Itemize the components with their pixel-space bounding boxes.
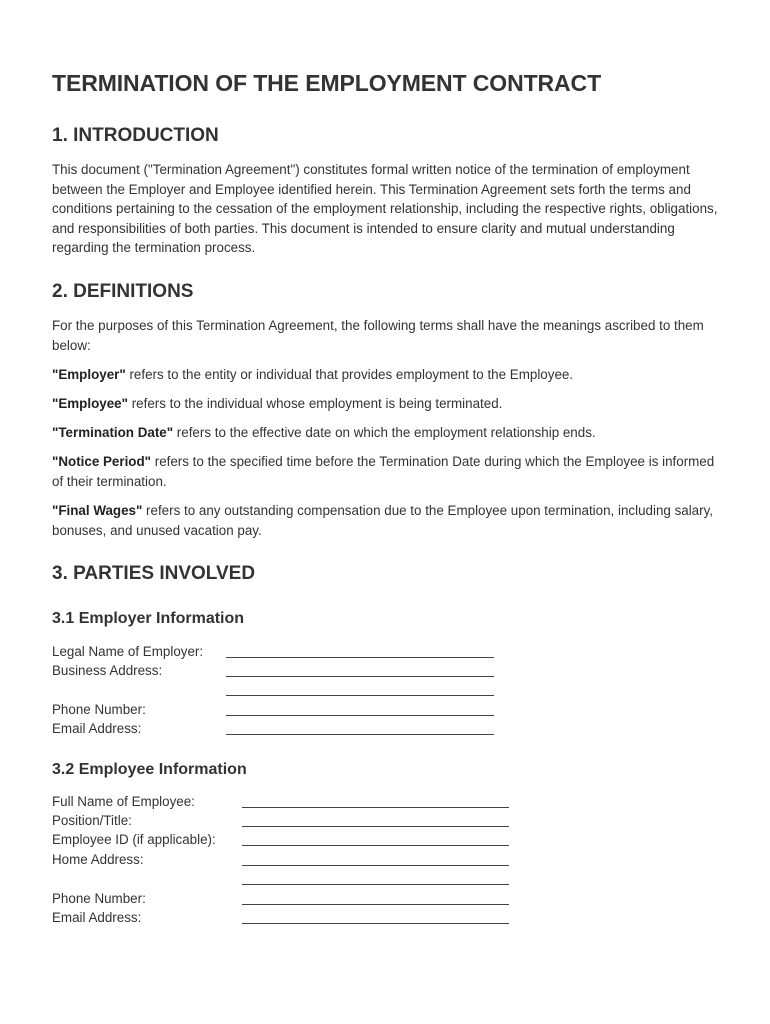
employee-home-address-line2-field[interactable]: [52, 869, 522, 888]
definition-text: refers to any outstanding compensation due to the Employee upon termination, including salary, bonuses, and unused vacation pay.: [52, 503, 714, 538]
definition-term: "Employer": [52, 367, 126, 382]
employer-phone-field[interactable]: [52, 700, 522, 719]
introduction-text: This document ("Termination Agreement") constitutes formal written notice of the termination of employment between the Employer and Employee identified herein. This Termination Agreement sets forth the terms and conditions pertaining to the cessation of the employment relationship, including the respective rights, obligations, and responsibilities of both parties. This document is intended to ensure clarity and mutual understanding regarding the termination process.: [52, 162, 718, 255]
definition-notice-period: [52, 452, 720, 491]
field-label: Phone Number:: [52, 702, 146, 717]
employer-email-field[interactable]: [52, 719, 522, 738]
introduction-heading: 1. INTRODUCTION: [52, 125, 219, 146]
fill-in-line[interactable]: [242, 884, 509, 885]
definition-term: "Employee": [52, 396, 128, 411]
definition-term: "Termination Date": [52, 425, 174, 440]
definition-text: refers to the individual whose employment is being terminated.: [127, 396, 503, 411]
fill-in-line[interactable]: [242, 807, 509, 808]
employee-email-field[interactable]: [52, 908, 522, 927]
fill-in-line[interactable]: [226, 734, 494, 735]
employer-info-heading: 3.1 Employer Information: [52, 610, 245, 627]
definitions-heading: 2. DEFINITIONS: [52, 281, 194, 302]
fill-in-line[interactable]: [242, 923, 509, 924]
field-label: Email Address:: [52, 910, 142, 925]
employee-home-address-field[interactable]: [52, 850, 522, 869]
field-label: Legal Name of Employer:: [52, 644, 204, 659]
employer-business-address-line2-field[interactable]: [52, 680, 522, 699]
employer-business-address-field[interactable]: [52, 661, 522, 680]
employee-full-name-field[interactable]: [52, 792, 522, 811]
fill-in-line[interactable]: [226, 715, 494, 716]
employee-info-heading: 3.2 Employee Information: [52, 761, 247, 778]
field-label: Business Address:: [52, 663, 163, 678]
fill-in-line[interactable]: [242, 904, 509, 905]
definition-employer: [52, 365, 720, 385]
definition-employee: [52, 394, 720, 414]
field-label: Employee ID (if applicable):: [52, 832, 216, 847]
employee-phone-field[interactable]: [52, 889, 522, 908]
definition-term: "Final Wages": [52, 503, 143, 518]
fill-in-line[interactable]: [226, 695, 494, 696]
employer-legal-name-field[interactable]: [52, 642, 522, 661]
field-label: Phone Number:: [52, 891, 146, 906]
definition-text: refers to the entity or individual that provides employment to the Employee.: [125, 367, 574, 382]
parties-heading: 3. PARTIES INVOLVED: [52, 563, 256, 584]
field-label: Home Address:: [52, 852, 144, 867]
definition-term: "Notice Period": [52, 454, 152, 469]
fill-in-line[interactable]: [226, 657, 494, 658]
employee-position-field[interactable]: [52, 811, 522, 830]
fill-in-line[interactable]: [242, 845, 509, 846]
field-label: Position/Title:: [52, 813, 132, 828]
definition-text: refers to the effective date on which the employment relationship ends.: [173, 425, 596, 440]
fill-in-line[interactable]: [242, 826, 509, 827]
definitions-intro: For the purposes of this Termination Agreement, the following terms shall have the meanings ascribed to them below:: [52, 318, 704, 353]
fill-in-line[interactable]: [226, 676, 494, 677]
employee-id-field[interactable]: [52, 830, 522, 849]
field-label: Full Name of Employee:: [52, 794, 195, 809]
document-title: TERMINATION OF THE EMPLOYMENT CONTRACT: [52, 70, 602, 96]
definition-final-wages: [52, 501, 720, 540]
definition-termination-date: [52, 423, 720, 443]
field-label: Email Address:: [52, 721, 142, 736]
fill-in-line[interactable]: [242, 865, 509, 866]
definition-text: refers to the specified time before the Termination Date during which the Employee is informed of their termination.: [52, 454, 715, 489]
